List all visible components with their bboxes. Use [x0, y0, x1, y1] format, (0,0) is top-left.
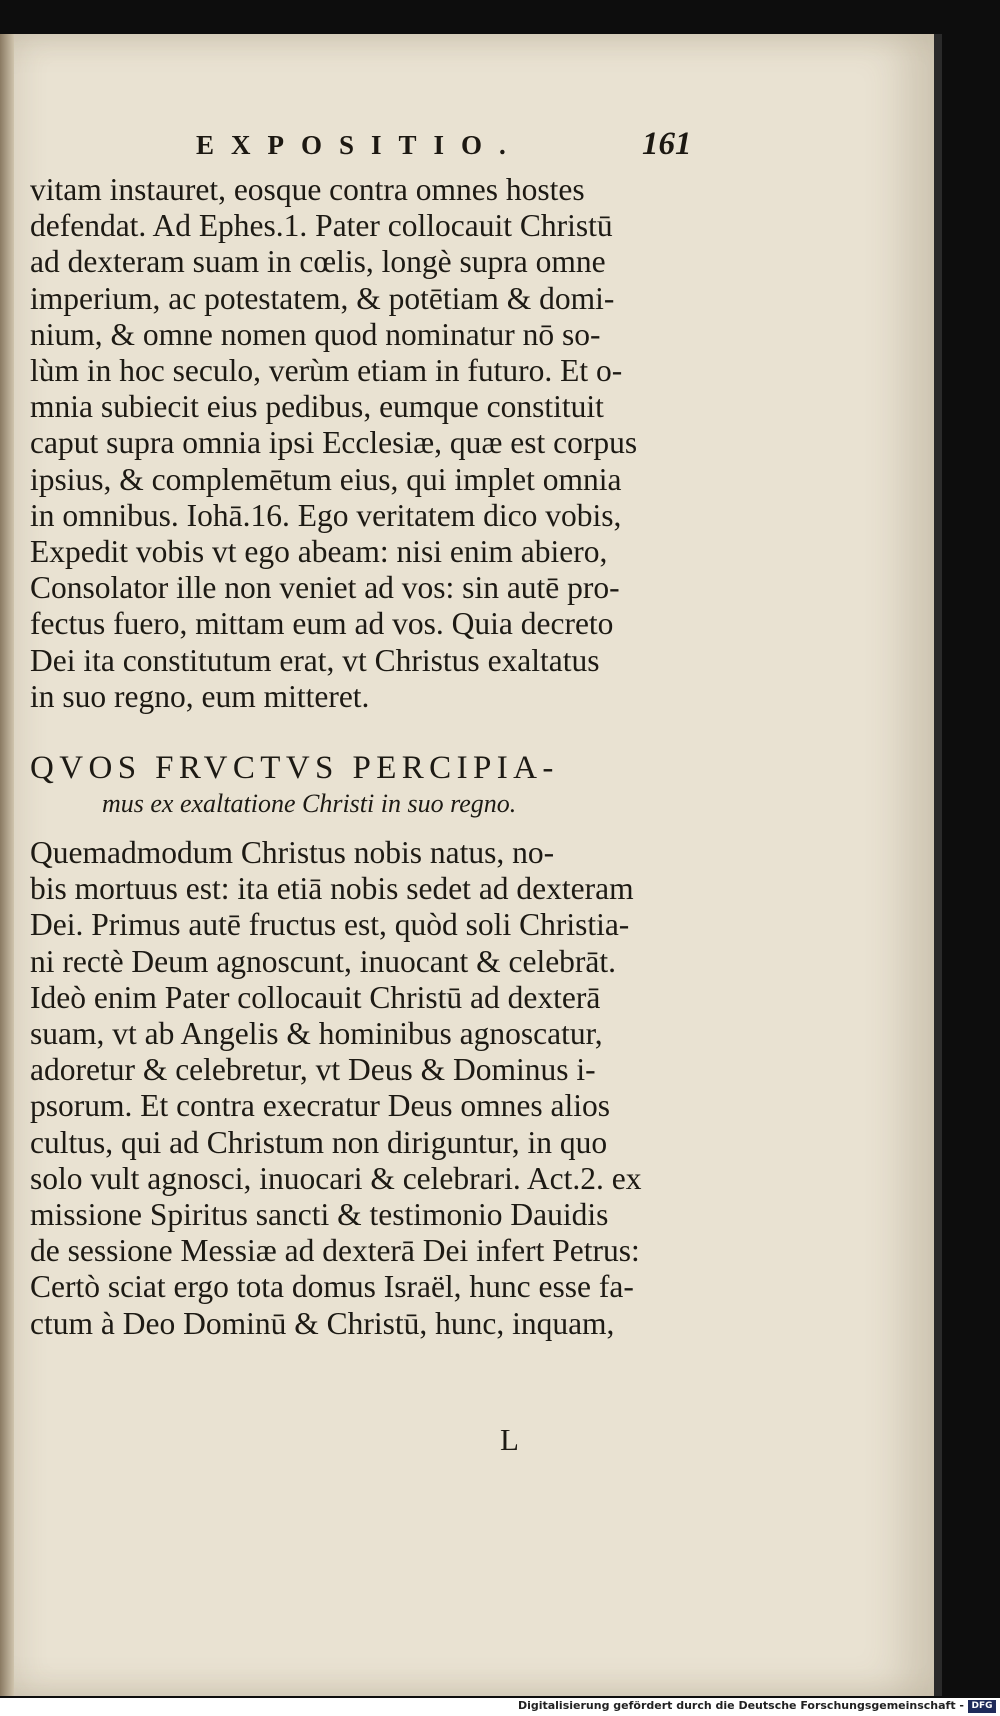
body-text: [30, 172, 702, 1342]
text-line: de sessione Messiæ ad dexterā Dei infert Petrus:: [30, 1233, 640, 1269]
text-line: caput supra omnia ipsi Ecclesiæ, quæ est corpus: [30, 425, 638, 461]
text-line: suam, vt ab Angelis & hominibus agnoscatur,: [30, 1016, 603, 1052]
text-line: in suo regno, eum mitteret.: [30, 678, 370, 714]
section-heading: [30, 749, 702, 821]
text-line: Consolator ille non veniet ad vos: sin autē pro-: [30, 570, 620, 606]
text-line: ad dexteram suam in cœlis, longè supra omne: [30, 244, 606, 280]
heading-line-2: mus ex exaltatione Christi in suo regno.: [102, 789, 517, 819]
text-line: psorum. Et contra execratur Deus omnes alios: [30, 1088, 610, 1124]
heading-line-1: QVOS FRVCTVS PERCIPIA-: [30, 750, 559, 787]
text-line: adoretur & celebretur, vt Deus & Dominus i-: [30, 1052, 596, 1088]
text-line: in omnibus. Iohā.16. Ego veritatem dico vobis,: [30, 497, 622, 533]
text-line: vitam instauret, eosque contra omnes hostes: [30, 172, 585, 207]
signature-mark: L: [500, 1422, 519, 1457]
paragraph-2: [30, 835, 702, 1342]
text-line: bis mortuus est: ita etiā nobis sedet ad dexteram: [30, 871, 634, 907]
text-line: Dei ita constitutum erat, vt Christus exaltatus: [30, 642, 600, 678]
text-line: Quemadmodum Christus nobis natus, no-: [30, 835, 555, 871]
text-line: ni rectè Deum agnoscunt, inuocant & celebrāt.: [30, 943, 617, 979]
dfg-logo[interactable]: DFG: [968, 1700, 996, 1713]
text-line: missione Spiritus sancti & testimonio Dauidis: [30, 1197, 609, 1233]
text-line: ctum à Deo Dominū & Christū, hunc, inquam,: [30, 1305, 615, 1341]
text-line: nium, & omne nomen quod nominatur nō so-: [30, 316, 601, 352]
page-gutter: [0, 34, 14, 1696]
text-line: defendat. Ad Ephes.1. Pater collocauit Christū: [30, 208, 613, 244]
paragraph-1: [30, 172, 702, 715]
running-head-title: EXPOSITIO.: [196, 130, 523, 160]
text-line: Dei. Primus autē fructus est, quòd soli Christia-: [30, 907, 630, 943]
text-line: solo vult agnosci, inuocari & celebrari. Act.2. ex: [30, 1160, 642, 1196]
running-head: [0, 126, 934, 166]
page-number: 161: [642, 126, 692, 162]
text-line: imperium, ac potestatem, & potētiam & domi-: [30, 280, 615, 316]
text-line: lùm in hoc seculo, verùm etiam in futuro. Et o-: [30, 353, 623, 389]
text-line: Ideò enim Pater collocauit Christū ad dexterā: [30, 979, 601, 1015]
digitization-credit: [0, 1698, 1000, 1716]
text-line: mnia subiecit eius pedibus, eumque constituit: [30, 389, 604, 425]
text-line: ipsius, & complemētum eius, qui implet omnia: [30, 461, 622, 497]
text-line: cultus, qui ad Christum non diriguntur, in quo: [30, 1124, 608, 1160]
text-line: Expedit vobis vt ego abeam: nisi enim abiero,: [30, 534, 608, 570]
credit-text: Digitalisierung gefördert durch die Deutsche Forschungsgemeinschaft -: [517, 1699, 964, 1712]
text-line: fectus fuero, mittam eum ad vos. Quia decreto: [30, 606, 614, 642]
page-edge: [934, 34, 942, 1696]
text-line: Certò sciat ergo tota domus Israël, hunc esse fa-: [30, 1269, 634, 1305]
